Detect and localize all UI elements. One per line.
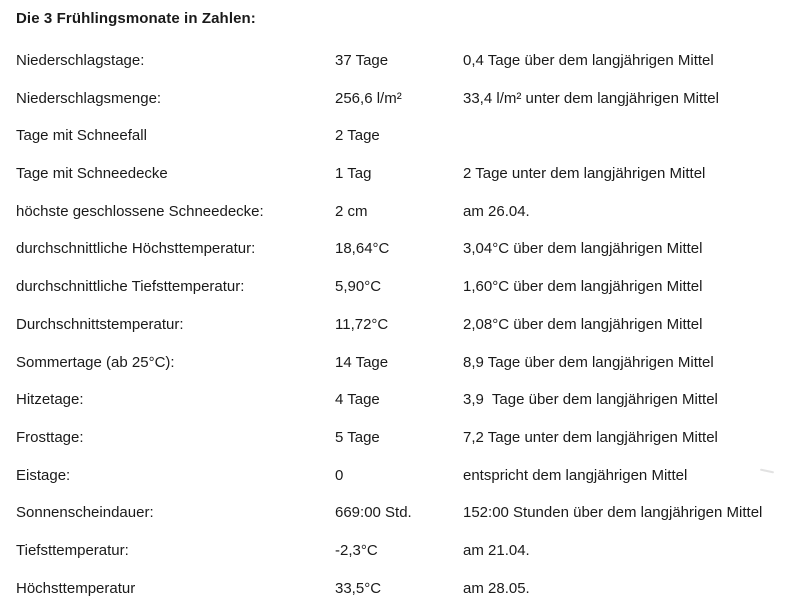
table-row <box>0 494 800 532</box>
row-note: 152:00 Stunden über dem langjährigen Mittel <box>463 504 763 522</box>
row-note: 8,9 Tage über dem langjährigen Mittel <box>463 353 714 371</box>
row-label: Durchschnittstemperatur: <box>16 315 184 333</box>
row-label: Tage mit Schneefall <box>16 127 147 145</box>
row-label: Sonnenscheindauer: <box>16 504 154 522</box>
row-note: am 26.04. <box>463 202 530 220</box>
row-value: 4 Tage <box>335 391 380 409</box>
row-label: Eistage: <box>16 466 71 484</box>
row-value: 5,90°C <box>335 278 382 296</box>
table-row <box>0 457 800 495</box>
table-row <box>0 570 800 607</box>
row-label: höchste geschlossene Schneedecke: <box>16 202 264 220</box>
row-value: 1 Tag <box>335 165 372 183</box>
table-row <box>0 419 800 457</box>
table-row <box>0 117 800 155</box>
row-label: Tiefsttemperatur: <box>16 541 129 559</box>
page-title: Die 3 Frühlingsmonate in Zahlen: <box>16 10 256 27</box>
row-label: durchschnittliche Tiefsttemperatur: <box>16 278 245 296</box>
row-label: Niederschlagstage: <box>16 52 145 69</box>
row-value: 256,6 l/m² <box>335 89 402 107</box>
row-note: 2,08°C über dem langjährigen Mittel <box>463 315 703 333</box>
table-row <box>0 532 800 570</box>
row-value: 0 <box>335 466 344 484</box>
row-note: entspricht dem langjährigen Mittel <box>463 466 688 484</box>
table-row <box>0 268 800 306</box>
row-value: 5 Tage <box>335 428 380 446</box>
row-label: durchschnittliche Höchsttemperatur: <box>16 240 256 258</box>
row-label: Höchsttemperatur <box>16 579 136 597</box>
table-row <box>0 381 800 419</box>
row-note: 1,60°C über dem langjährigen Mittel <box>463 278 703 296</box>
row-label: Hitzetage: <box>16 391 84 409</box>
row-value: 33,5°C <box>335 579 382 597</box>
row-note: am 28.05. <box>463 579 530 597</box>
row-note: am 21.04. <box>463 541 530 559</box>
row-note: 33,4 l/m² unter dem langjährigen Mittel <box>463 89 719 107</box>
row-note: 3,04°C über dem langjährigen Mittel <box>463 240 703 258</box>
row-label: Tage mit Schneedecke <box>16 165 168 183</box>
row-value: 18,64°C <box>335 240 390 258</box>
row-label: Frosttage: <box>16 428 84 446</box>
row-value: 11,72°C <box>335 315 389 333</box>
row-label: Sommertage (ab 25°C): <box>16 353 175 371</box>
row-note: 0,4 Tage über dem langjährigen Mittel <box>463 52 714 69</box>
row-note: 3,9 Tage über dem langjährigen Mittel <box>463 391 718 409</box>
row-value: 2 Tage <box>335 127 380 145</box>
statistics-table <box>0 42 800 607</box>
row-note: 7,2 Tage unter dem langjährigen Mittel <box>463 428 718 446</box>
row-value: 669:00 Std. <box>335 504 412 522</box>
row-value: 2 cm <box>335 202 368 220</box>
table-row <box>0 306 800 344</box>
row-value: 14 Tage <box>335 353 389 371</box>
row-value: -2,3°C <box>335 541 378 559</box>
row-label: Niederschlagsmenge: <box>16 89 162 107</box>
row-note: 2 Tage unter dem langjährigen Mittel <box>463 165 706 183</box>
table-row <box>0 80 800 118</box>
table-row <box>0 155 800 193</box>
row-value: 37 Tage <box>335 52 389 69</box>
table-row <box>0 193 800 231</box>
table-row <box>0 230 800 268</box>
table-row <box>0 344 800 382</box>
table-row <box>0 42 800 80</box>
